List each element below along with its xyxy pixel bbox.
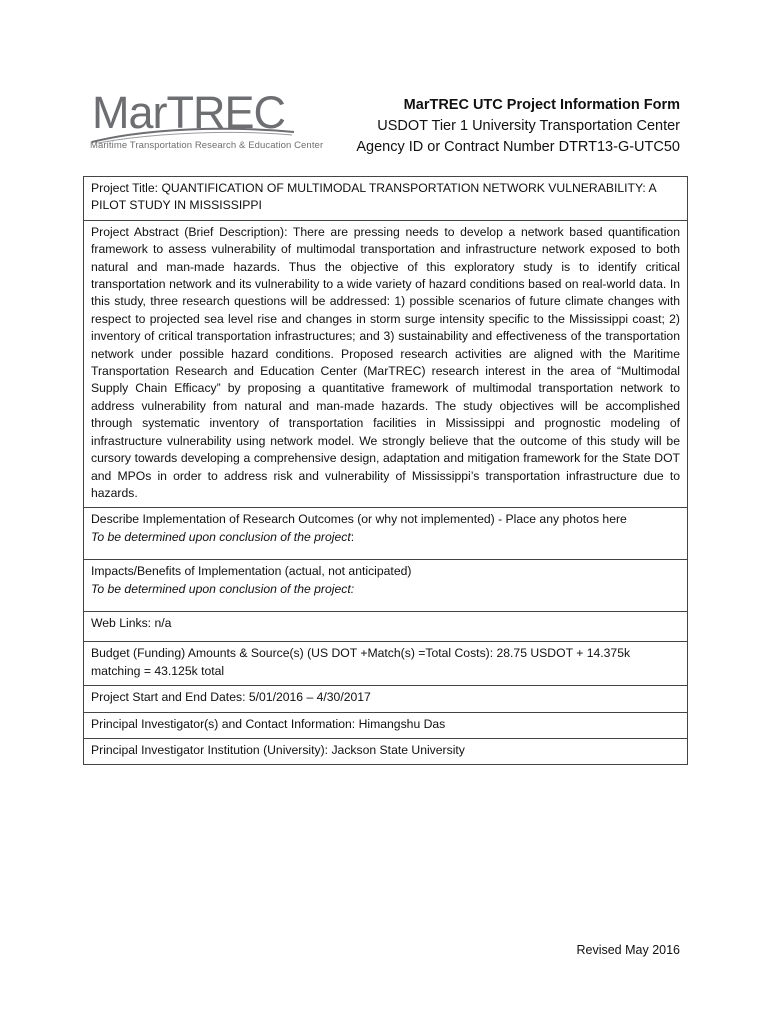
implementation-suffix: : [350,529,355,544]
implementation-label: Describe Implementation of Research Outcomes (or why not implemented) - Place any photos here [91,512,627,527]
abstract-row [84,220,687,508]
project-title-text: Project Title: QUANTIFICATION OF MULTIMODAL TRANSPORTATION NETWORK VULNERABILITY: A PILOT STUDY IN MISSISSIPPI [91,181,656,213]
budget-row [84,641,687,685]
implementation-row [84,507,687,559]
logo-wordmark: MarTREC [92,87,285,138]
web-links-text: Web Links: n/a [91,615,172,630]
implementation-value: To be determined upon conclusion of the project [91,529,351,544]
abstract-text: Project Abstract (Brief Description): There are pressing needs to develop a network based quantification framework to assess vulnerability of multimodal transportation and infrastructure network exposed to both natural and man-made hazards. Thus the objective of this exploratory study is to identify critical transportation network and its vulnerability to a wide variety of hazard conditions based on real-world data. In this study, three research questions will be addressed: 1) possible scenarios of future climate changes with respect to projected sea level rise and changes in storm surge intensity specific to the Mississippi coast; 2) inventory of critical transportation infrastructures; and 3) sustainability and effectiveness of the transportation network under possible hazard conditions. Proposed research activities are aligned with the Maritime Transportation Research and Education Center (MarTREC) research interest in the area of “Multimodal Supply Chain Efficacy” by proposing a quantitative framework of multimodal transportation network to address vulnerability from natural and man-made hazards. The study objectives will be accomplished through systematic inventory of transportation facilities in Mississippi and prognostic modeling of infrastructure vulnerability using network model. We strongly believe that the outcome of this study will be cursory towards developing a comprehensive design, adaptation and mitigation framework for the State DOT and MPOs in order to address risk and vulnerability of Mississippi’s transportation infrastructure due to hazards. [91,224,680,500]
project-title-row [84,177,687,220]
impacts-label: Impacts/Benefits of Implementation (actual, not anticipated) [91,564,412,579]
revised-date: Revised May 2016 [576,943,680,957]
institution-text: Principal Investigator Institution (University): Jackson State University [91,742,465,757]
web-links-row [84,611,687,641]
impacts-value: To be determined upon conclusion of the project: [91,581,355,596]
form-header [356,95,680,158]
pi-text: Principal Investigator(s) and Contact Information: Himangshu Das [91,716,446,731]
form-title: MarTREC UTC Project Information Form [403,97,680,113]
pi-row [84,712,687,738]
impacts-row [84,559,687,611]
project-info-table [83,176,688,765]
form-subtitle: USDOT Tier 1 University Transportation Center [377,118,680,134]
budget-text: Budget (Funding) Amounts & Source(s) (US DOT +Match(s) =Total Costs): 28.75 USDOT + 14.375k matching = 43.125k total [91,646,631,678]
contract-number: Agency ID or Contract Number DTRT13-G-UTC50 [356,139,680,155]
martrec-logo [88,87,324,158]
dates-text: Project Start and End Dates: 5/01/2016 – 4/30/2017 [91,690,371,705]
logo-tagline: Maritime Transportation Research & Education Center [90,140,324,151]
dates-row [84,685,687,711]
institution-row [84,738,687,764]
